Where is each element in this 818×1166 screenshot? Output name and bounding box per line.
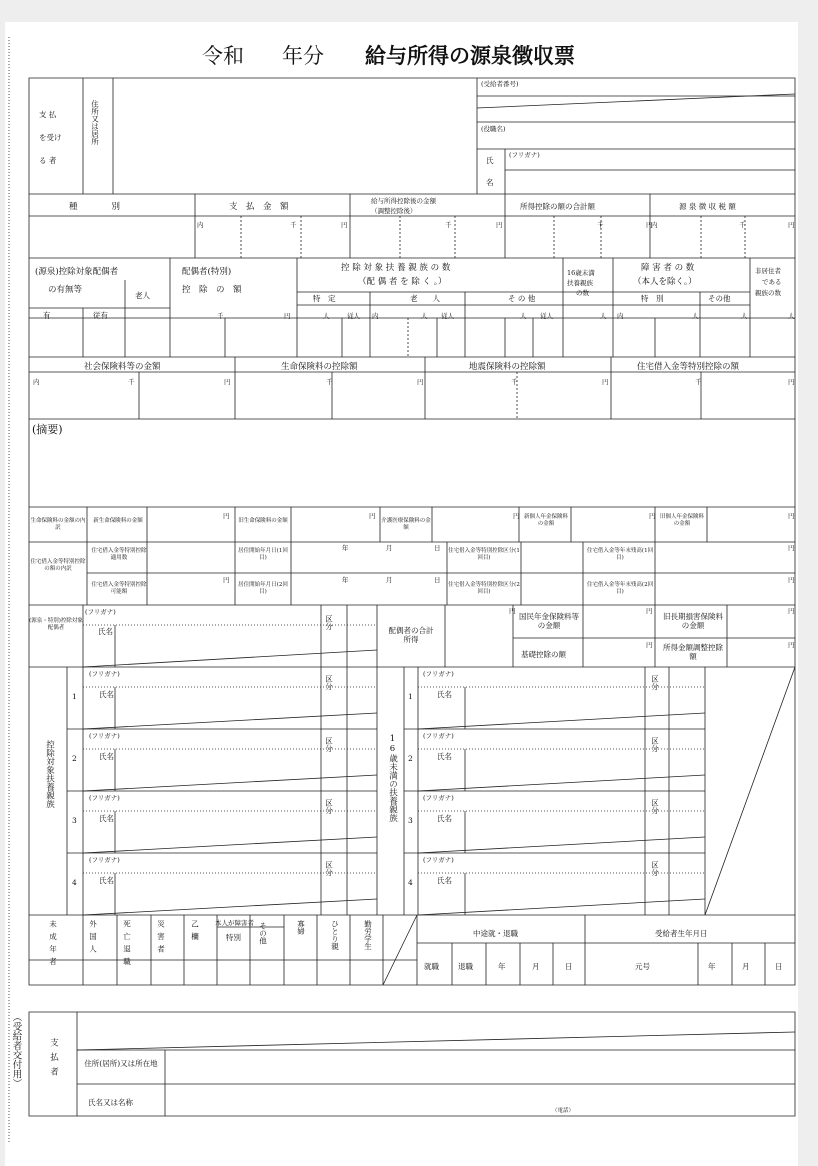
unit-sen: 千 — [326, 378, 333, 386]
rule-line — [705, 667, 795, 915]
birth-day-header: 日 — [775, 962, 783, 971]
roujin-header: 老人 — [135, 291, 150, 300]
unit-nin: 人 — [788, 312, 795, 320]
under16-kubun: 区分 — [650, 675, 660, 690]
under16-kubun: 区分 — [650, 799, 660, 814]
unit-en: 円 — [284, 312, 291, 320]
under16-kubun: 区分 — [650, 737, 660, 752]
payer-phone-label: （電話） — [552, 1108, 575, 1114]
birth-year-header: 年 — [708, 962, 716, 971]
payer-address-label: 住所(居所)又は所在地 — [84, 1059, 158, 1068]
widow-header: 寡婦 — [296, 920, 306, 935]
unit-sen: 千 — [290, 221, 297, 229]
dependent-kubun: 区分 — [324, 737, 334, 752]
spouse-special-header-2: 控 除 の 額 — [182, 285, 242, 295]
self-disabled-other: その他 — [258, 922, 268, 945]
recipient-label-3: る 者 — [39, 156, 57, 165]
unit-en: 円 — [788, 576, 795, 584]
under16-kubun: 区分 — [650, 861, 660, 876]
status-head: 外国人 — [88, 920, 98, 958]
spouse-income-label: 配偶者の合計所得 — [388, 626, 434, 645]
housing-bal1-label: 住宅借入金等年末残高(1回目) — [586, 548, 654, 561]
housing-breakdown-label: 住宅借入金等特別控除の額の内訳 — [30, 559, 86, 572]
under16-header-1: 16歳未満 — [567, 269, 595, 277]
payment-amount-header: 支 払 金 額 — [229, 202, 289, 212]
spouse-kubun: 区分 — [324, 615, 334, 630]
dependent-name-label: 氏名 — [99, 752, 114, 761]
rule-line — [383, 915, 417, 985]
dependents-block-label: 控除対象扶養親族 — [44, 740, 55, 808]
disabled-header-2: （本人を除く。） — [633, 277, 697, 287]
life-insurance-header: 生命保険料の控除額 — [281, 362, 358, 372]
sonota-header: そ の 他 — [508, 294, 536, 303]
old-pension-label: 旧個人年金保険料の金額 — [659, 514, 704, 527]
unit-jyunin: 従人 — [347, 312, 360, 320]
new-pension-label: 新個人年金保険料の金額 — [523, 514, 568, 527]
unit-uchi: 内 — [372, 312, 379, 320]
withheld-tax-header: 源 泉 徴 収 税 額 — [679, 202, 736, 211]
deduction-total-header: 所得控除の額の合計額 — [520, 202, 595, 211]
shuushoku-header: 就職 — [424, 962, 439, 971]
recipient-label-1: 支 払 — [39, 110, 57, 119]
unit-year: 年 — [342, 544, 349, 552]
unit-en: 円 — [417, 378, 424, 386]
dependent-number: 1 — [72, 692, 77, 701]
rule-line — [83, 713, 377, 729]
under16-number: 2 — [408, 754, 413, 763]
unit-nin: 人 — [741, 312, 748, 320]
unit-nin: 人 — [421, 312, 428, 320]
midway-header: 中途就・退職 — [473, 929, 518, 938]
under16-furigana: (フリガナ) — [423, 732, 454, 740]
pension-label: 国民年金保険料等の金額 — [519, 612, 579, 631]
roujin-dep-header: 老 人 — [410, 294, 440, 303]
unit-en: 円 — [602, 378, 609, 386]
unit-jyunin: 従人 — [441, 312, 454, 320]
name-label-2: 名 — [486, 178, 494, 187]
spouse-furigana: (フリガナ) — [85, 608, 116, 616]
nonresident-header-2: である — [762, 278, 782, 286]
dependent-name-label: 氏名 — [99, 876, 114, 885]
dependent-number: 4 — [72, 878, 77, 887]
unit-month: 月 — [386, 576, 393, 584]
housing-kubun1-label: 住宅借入金等特別控除区分(1回目) — [448, 548, 520, 561]
payer-name-field[interactable] — [165, 1090, 549, 1116]
status-head: 乙欄 — [190, 920, 200, 945]
unit-sen: 千 — [445, 221, 452, 229]
remarks-field[interactable] — [45, 438, 789, 510]
page-title: 給与所得の源泉徴収票 — [365, 44, 575, 68]
unit-year: 年 — [342, 576, 349, 584]
rule-line — [418, 775, 705, 791]
dependent-name-label: 氏名 — [99, 814, 114, 823]
unit-sen: 千 — [739, 221, 746, 229]
quake-insurance-header: 地震保険料の控除額 — [469, 362, 546, 372]
unit-en: 円 — [646, 641, 653, 649]
position-label: (役職名) — [481, 125, 506, 133]
spouse-header-2: の有無等 — [48, 285, 83, 295]
under16-header-3: の数 — [576, 289, 589, 297]
recipient-number-label: (受給者番号) — [481, 80, 519, 88]
payer-address-field[interactable] — [165, 1054, 789, 1086]
unit-sen: 千 — [511, 378, 518, 386]
after-deduction-header-1: 給与所得控除後の金額 — [371, 197, 436, 205]
rule-line — [418, 899, 705, 915]
spouse-ari: 有 — [43, 311, 51, 320]
status-head: 死亡退職 — [122, 920, 132, 970]
self-disabled-header: 本人が障害者 — [215, 919, 254, 927]
name-label-1: 氏 — [486, 156, 494, 165]
unit-en: 円 — [369, 512, 376, 520]
unit-en: 円 — [788, 641, 795, 649]
unit-sen: 千 — [128, 378, 135, 386]
address-label: 住所又は居所 — [90, 100, 100, 145]
recipient-label-2: を受け — [39, 133, 62, 142]
rule-line — [77, 1032, 795, 1050]
unit-uchi: 内 — [617, 312, 624, 320]
year-header: 年 — [498, 962, 506, 971]
birth-header: 受給者生年月日 — [655, 929, 708, 938]
remarks-label: (摘要) — [32, 423, 63, 436]
unit-month: 月 — [386, 544, 393, 552]
unit-nin: 人 — [323, 312, 330, 320]
unit-nin: 人 — [600, 312, 607, 320]
dependent-furigana: (フリガナ) — [89, 794, 120, 802]
side-label: （受給者交付用） — [10, 1012, 22, 1088]
rule-line — [83, 899, 377, 915]
unit-en: 円 — [646, 221, 653, 229]
rule-line — [418, 837, 705, 853]
unit-uchi: 内 — [33, 378, 40, 386]
housing-deduction-header: 住宅借入金等特別控除の額 — [637, 362, 740, 372]
dependent-kubun: 区分 — [324, 861, 334, 876]
nonresident-header-3: 親族の数 — [755, 289, 781, 297]
unit-en: 円 — [496, 221, 503, 229]
unit-uchi: 内 — [651, 221, 658, 229]
spouse-special-header-1: 配偶者(特別) — [182, 267, 232, 277]
birth-month-header: 月 — [742, 962, 750, 971]
under16-number: 4 — [408, 878, 413, 887]
dependent-number: 2 — [72, 754, 77, 763]
housing-bal2-label: 住宅借入金等年末残高(2回目) — [586, 582, 654, 595]
unit-en: 円 — [224, 378, 231, 386]
under16-number: 1 — [408, 692, 413, 701]
unit-sen: 千 — [597, 221, 604, 229]
title-era: 令和 — [202, 44, 244, 68]
unit-uchi: 内 — [197, 221, 204, 229]
basic-deduction-label: 基礎控除の額 — [521, 650, 566, 659]
month-header: 月 — [532, 962, 540, 971]
student-header: 勤労学生 — [363, 920, 373, 950]
unit-jyunin: 従人 — [540, 312, 553, 320]
under16-name-label: 氏名 — [437, 876, 452, 885]
unit-en: 円 — [513, 512, 520, 520]
unit-nin: 人 — [520, 312, 527, 320]
under16-name-label: 氏名 — [437, 690, 452, 699]
title-year: 年分 — [282, 44, 324, 68]
after-deduction-header-2: （調整控除後） — [371, 207, 417, 215]
amount-type-header: 種 別 — [69, 202, 121, 212]
rule-line — [83, 650, 377, 667]
housing-kubun2-label: 住宅借入金等特別控除区分(2回目) — [448, 582, 520, 595]
rule-line — [418, 713, 705, 729]
care-label: 介護医療保険料の金額 — [381, 518, 431, 531]
tokutei-header: 特 定 — [313, 294, 336, 303]
single-parent-header: ひとり親 — [330, 920, 340, 950]
dependent-kubun: 区分 — [324, 675, 334, 690]
housing-count-label: 住宅借入金等特別控除適用数 — [91, 548, 147, 561]
unit-en: 円 — [788, 607, 795, 615]
unit-en: 円 — [788, 544, 795, 552]
unit-en: 円 — [341, 221, 348, 229]
dependent-furigana: (フリガナ) — [89, 856, 120, 864]
unit-en: 円 — [649, 512, 656, 520]
unit-nin: 人 — [692, 312, 699, 320]
dependents-header-2: （配 偶 者 を 除 く 。） — [358, 277, 447, 287]
old-life-label: 旧生命保険料の金額 — [238, 518, 288, 524]
taishoku-header: 退職 — [458, 962, 473, 971]
unit-day: 日 — [434, 544, 441, 552]
unit-en: 円 — [646, 607, 653, 615]
under16-name-label: 氏名 — [437, 752, 452, 761]
social-insurance-header: 社会保険料等の金額 — [84, 362, 161, 372]
status-head: 災害者 — [156, 920, 166, 958]
rule-line — [83, 837, 377, 853]
spouse-juari: 従有 — [93, 311, 108, 320]
status-head: 未成年者 — [48, 920, 58, 970]
self-disabled-special-1: 特別 — [226, 933, 241, 942]
nonresident-header-1: 非居住者 — [755, 267, 781, 275]
dependents-header-1: 控 除 対 象 扶 養 親 族 の 数 — [341, 263, 451, 273]
gengo-header: 元号 — [635, 962, 650, 971]
recipient-name-field[interactable] — [507, 171, 797, 195]
housing-possible-label: 住宅借入金等特別控除可能額 — [91, 582, 147, 595]
under16-furigana: (フリガナ) — [423, 670, 454, 678]
unit-day: 日 — [434, 576, 441, 584]
under16-header-2: 扶養親族 — [567, 279, 593, 287]
under16-furigana: (フリガナ) — [423, 794, 454, 802]
payer-name-label: 氏名又は名称 — [88, 1098, 133, 1107]
disabled-header-1: 障 害 者 の 数 — [641, 263, 695, 273]
under16-name-label: 氏名 — [437, 814, 452, 823]
spouse-header-1: (源泉)控除対象配偶者 — [35, 267, 119, 277]
dependent-number: 3 — [72, 816, 77, 825]
withholding-slip — [5, 22, 798, 1166]
dependent-kubun: 区分 — [324, 799, 334, 814]
unit-en: 円 — [509, 607, 516, 615]
unit-en: 円 — [223, 512, 230, 520]
disabled-special-header: 特 別 — [641, 294, 664, 303]
payer-label: 支払者 — [48, 1038, 59, 1082]
housing-start2-label: 居住開始年月日(2回目) — [238, 582, 288, 595]
under16-furigana: (フリガナ) — [423, 856, 454, 864]
recipient-furigana: (フリガナ) — [509, 151, 540, 159]
day-header: 日 — [565, 962, 573, 971]
unit-sen: 千 — [695, 378, 702, 386]
unit-en: 円 — [223, 576, 230, 584]
life-breakdown-label: 生命保険料の金額の内訳 — [30, 518, 86, 531]
recipient-address-field[interactable] — [113, 82, 477, 194]
dependent-furigana: (フリガナ) — [89, 732, 120, 740]
rule-line — [83, 775, 377, 791]
disabled-other-header: その他 — [708, 294, 731, 303]
under16-block-label: 16歳未満の扶養親族 — [387, 734, 398, 822]
dependent-furigana: (フリガナ) — [89, 670, 120, 678]
housing-start1-label: 居住開始年月日(1回目) — [238, 548, 288, 561]
spouse-row-label: (源泉・特別)控除対象配偶者 — [29, 618, 83, 631]
spouse-name-label: 氏名 — [98, 627, 113, 636]
dependent-name-label: 氏名 — [99, 690, 114, 699]
unit-sen: 千 — [217, 312, 224, 320]
under16-number: 3 — [408, 816, 413, 825]
adjust-label: 所得金額調整控除額 — [663, 643, 723, 662]
unit-en: 円 — [788, 512, 795, 520]
unit-en: 円 — [788, 378, 795, 386]
old-long-label: 旧長期損害保険料の金額 — [663, 612, 723, 631]
unit-en: 円 — [788, 221, 795, 229]
new-life-label: 新生命保険料の金額 — [93, 518, 143, 524]
